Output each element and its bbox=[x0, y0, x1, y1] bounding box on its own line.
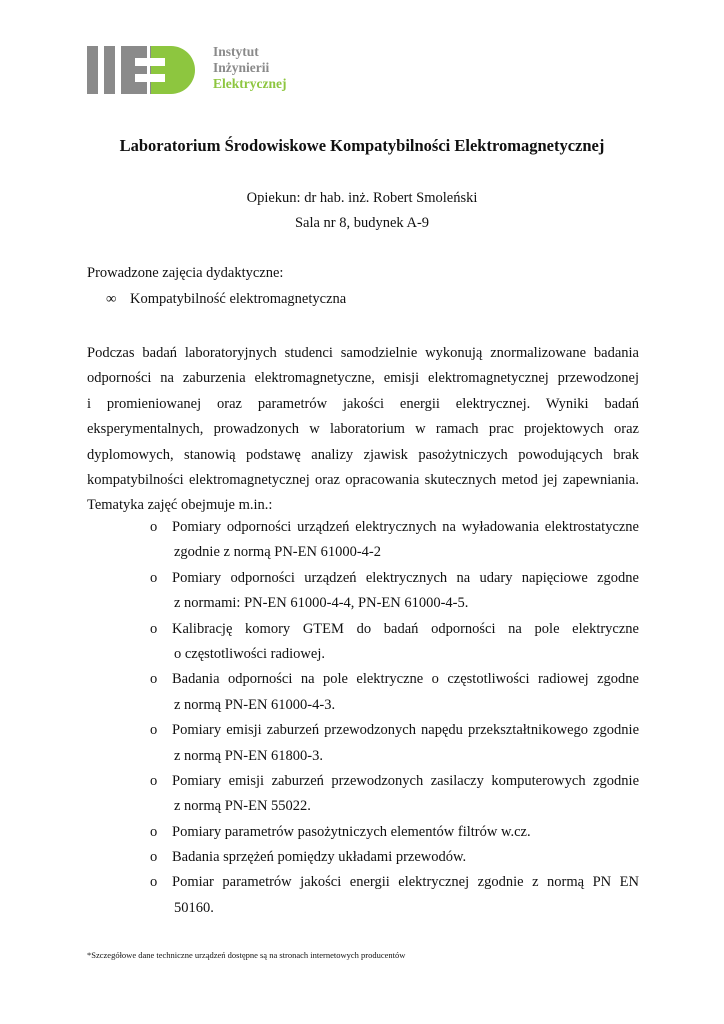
paragraph-line: Podczas badań laboratoryjnych studenci samodzielnie wykonują znormalizowane badania bbox=[87, 345, 639, 361]
list-item bbox=[150, 617, 639, 668]
logo-line-1: Instytut bbox=[213, 44, 259, 59]
logo-line-2: Inżynierii bbox=[213, 60, 270, 75]
circle-bullet-icon: o bbox=[150, 519, 158, 535]
circle-bullet-icon: o bbox=[150, 849, 158, 866]
topic-line-2: 50160. bbox=[174, 899, 214, 916]
paragraph-line: kompatybilności elektromagnetycznej oraz opracowania skutecznych metod jej zapewniania. bbox=[87, 471, 639, 488]
circle-bullet-icon: o bbox=[150, 569, 158, 586]
course-label: Kompatybilność elektromagnetyczna bbox=[129, 291, 347, 307]
topic-line-1: Badania sprzężeń pomiędzy układami przewodów. bbox=[172, 849, 467, 866]
topic-line-2: z normą PN-EN 55022. bbox=[174, 798, 311, 815]
circle-bullet-icon: o bbox=[150, 671, 158, 688]
topic-line-2: o częstotliwości radiowej. bbox=[174, 645, 325, 662]
topic-line-2: z normami: PN-EN 61000-4-4, PN-EN 61000-4-5. bbox=[174, 595, 469, 612]
topic-line-1: Pomiary emisji zaburzeń przewodzonych napędu przekształtnikowego zgodnie bbox=[172, 722, 639, 739]
topic-line-2: zgodnie z normą PN-EN 61000-4-2 bbox=[174, 544, 381, 561]
logo-text bbox=[213, 44, 286, 92]
paragraph-line: odporności na zaburzenia elektromagnetyczne, emisji elektromagnetycznej przewodzonej bbox=[87, 370, 639, 387]
iie-logo-mark-icon bbox=[87, 44, 207, 96]
circle-bullet-icon: o bbox=[150, 874, 158, 891]
list-item bbox=[150, 718, 639, 769]
circle-bullet-icon: o bbox=[150, 772, 158, 789]
paragraph-line: Tematyka zajęć obejmuje m.in.: bbox=[87, 497, 273, 514]
list-item bbox=[150, 515, 639, 566]
list-item bbox=[150, 820, 639, 845]
topic-line-1: Pomiary odporności urządzeń elektrycznych na udary napięciowe zgodne bbox=[172, 569, 639, 586]
list-item bbox=[150, 769, 639, 820]
institute-logo bbox=[87, 42, 317, 98]
list-item bbox=[150, 870, 639, 921]
topic-line-2: z normą PN-EN 61800-3. bbox=[174, 747, 324, 764]
topic-line-1: Pomiary odporności urządzeń elektrycznych na wyładowania elektrostatyczne bbox=[172, 519, 639, 535]
paragraph-line: i promieniowanej oraz parametrów jakości energii elektrycznej. Wyniki badań bbox=[87, 395, 639, 412]
footnote: *Szczegółowe dane techniczne urządzeń dostępne są na stronach internetowych producentów bbox=[87, 950, 406, 960]
topic-line-1: Pomiary parametrów pasożytniczych elementów filtrów w.cz. bbox=[172, 823, 531, 840]
topic-line-1: Badania odporności na pole elektryczne o częstotliwości radiowej zgodne bbox=[172, 671, 639, 688]
supervisor-line: Opiekun: dr hab. inż. Robert Smoleński bbox=[246, 190, 478, 206]
course-item bbox=[106, 291, 346, 308]
page-title: Laboratorium Środowiskowe Kompatybilności Elektromagnetycznej bbox=[119, 136, 605, 155]
topic-line-2: z normą PN-EN 61000-4-3. bbox=[174, 696, 336, 713]
circle-bullet-icon: o bbox=[150, 722, 158, 739]
circle-bullet-icon: o bbox=[150, 620, 158, 637]
list-item bbox=[150, 667, 639, 718]
paragraph-line: dyplomowych, stanowią podstawę analizy zjawisk pasożytniczych powodujących brak bbox=[87, 446, 639, 463]
infinity-bullet-icon: ∞ bbox=[106, 291, 117, 307]
logo-line-3: Elektrycznej bbox=[213, 76, 287, 91]
room-line: Sala nr 8, budynek A-9 bbox=[294, 215, 430, 231]
topic-line-1: Pomiary emisji zaburzeń przewodzonych zasilaczy komputerowych zgodnie bbox=[172, 772, 639, 789]
topic-line-1: Pomiar parametrów jakości energii elektrycznej zgodnie z normą PN EN bbox=[172, 874, 639, 891]
list-item bbox=[150, 845, 639, 870]
courses-heading: Prowadzone zajęcia dydaktyczne: bbox=[87, 265, 284, 281]
paragraph-line: eksperymentalnych, prowadzonych w laboratorium w ramach prac projektowych oraz bbox=[87, 421, 639, 438]
list-item bbox=[150, 566, 639, 617]
topic-line-1: Kalibrację komory GTEM do badań odporności na pole elektryczne bbox=[172, 620, 639, 637]
circle-bullet-icon: o bbox=[150, 823, 158, 840]
description-paragraph bbox=[87, 341, 639, 519]
topics-list bbox=[150, 515, 639, 921]
